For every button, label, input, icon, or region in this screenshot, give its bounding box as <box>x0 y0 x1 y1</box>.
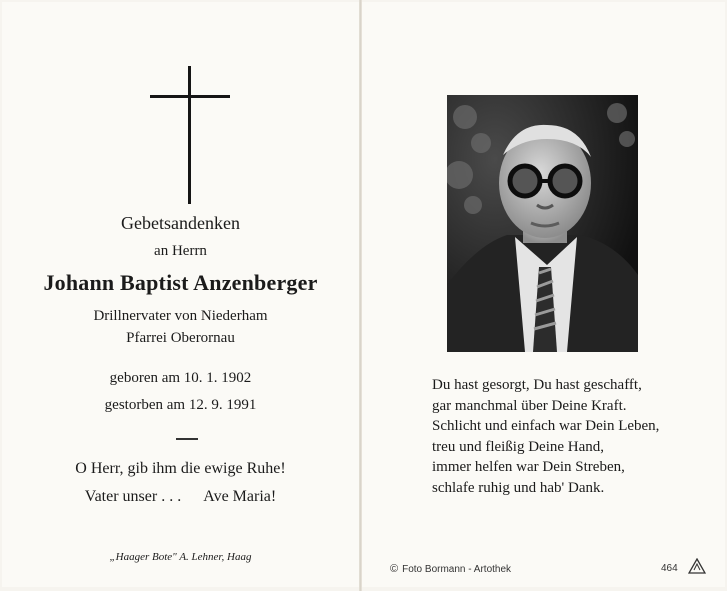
vater-unser-text: Vater unser . . . <box>84 488 182 505</box>
poem-line: treu und fleißig Deine Hand, <box>432 438 605 455</box>
ave-maria-text: Ave Maria! <box>203 488 277 505</box>
poem <box>432 375 659 498</box>
printer-credit: „Haager Bote" A. Lehner, Haag <box>109 551 252 563</box>
publisher-triangle-icon <box>688 558 706 574</box>
card-title: Gebetsandenken <box>121 213 240 233</box>
poem-line: schlafe ruhig und hab' Dank. <box>432 479 605 496</box>
photo-credit <box>390 563 511 575</box>
parish-line: Pfarrei Oberornau <box>126 330 235 346</box>
cross-icon <box>150 66 230 204</box>
poem-line: Du hast gesorgt, Du hast geschafft, <box>432 377 642 393</box>
copyright-icon: © <box>390 563 399 575</box>
photo-credit-text: Foto Bormann - Artothek <box>402 564 512 575</box>
prayer-line: O Herr, gib ihm die ewige Ruhe! <box>75 460 286 477</box>
portrait-photo <box>447 95 638 352</box>
deceased-name: Johann Baptist Anzenberger <box>43 270 318 295</box>
poem-line: gar manchmal über Deine Kraft. <box>432 397 627 414</box>
prayer-request-line <box>2 488 359 506</box>
deceased-role: Drillnervater von Niederham <box>93 308 268 324</box>
death-date: gestorben am 12. 9. 1991 <box>104 397 257 413</box>
poem-line: immer helfen war Dein Streben, <box>432 459 625 475</box>
birth-date: geboren am 10. 1. 1902 <box>109 370 252 386</box>
poem-line: Schlicht und einfach war Dein Leben, <box>432 418 660 434</box>
dedication-line: an Herrn <box>154 243 207 259</box>
card-number: 464 <box>661 563 678 574</box>
divider <box>176 438 198 440</box>
